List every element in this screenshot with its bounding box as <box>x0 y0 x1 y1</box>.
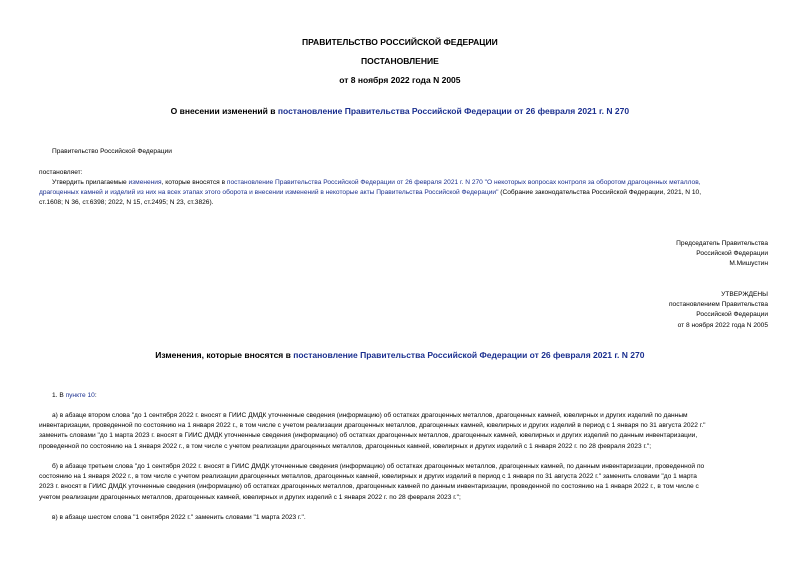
doc-date-number: от 8 ноября 2022 года N 2005 <box>339 75 461 85</box>
item-b-line3: 2023 г. вносят в ГИИС ДМДК уточненные сведения (информацию) об остатках драгоценных металлов, драгоценных камней по данным инвентаризации, проведенной по состоянию на 1 января 2022 г., в том числе с <box>39 483 699 491</box>
item-a-line2: инвентаризации, проведенной по состоянию на 1 января 2022 г., в том числе с учетом реализации драгоценных металлов, драгоценных камней, ювелирных и других изделий в период с 1 января по 31 августа 2022 г." <box>39 422 706 430</box>
approved-country: Российской Федерации <box>696 311 768 319</box>
title-prefix: О внесении изменений в <box>170 106 278 116</box>
item-a-line4: проведенной по состоянию на 1 января 2022 г., в том числе с учетом реализации драгоценных металлов, драгоценных камней, ювелирных и других изделий с 1 января 2022 г. по 28 февраля 2023 г."; <box>39 442 652 450</box>
org-heading: ПРАВИТЕЛЬСТВО РОССИЙСКОЙ ФЕДЕРАЦИИ <box>301 37 498 47</box>
document-title <box>0 106 800 116</box>
approved-block <box>669 290 768 331</box>
approved-label: УТВЕРЖДЕНЫ <box>721 291 768 298</box>
decrees-text: постановляет: <box>39 169 83 176</box>
para1-text-a: Утвердить прилагаемые <box>52 179 129 186</box>
doc-type-heading: ПОСТАНОВЛЕНИЕ <box>360 56 439 66</box>
signature-position: Председатель Правительства <box>676 240 768 247</box>
signature-name: М.Мишустин <box>729 260 768 268</box>
para1-text-c: (Собрание законодательства Российской Федерации, 2021, N 10, <box>498 189 702 197</box>
item1-suffix: : <box>94 392 97 399</box>
item-1 <box>52 391 97 401</box>
title-link[interactable]: постановление Правительства Российской Федерации от 26 февраля 2021 г. N 270 <box>277 106 630 116</box>
item-b <box>39 462 779 503</box>
para1-text-d: ст.1608; N 36, ст.6398; 2022, N 15, ст.2495; N 23, ст.3826). <box>39 199 214 207</box>
item1-prefix: 1. В <box>52 392 66 399</box>
signature-block <box>676 239 768 270</box>
item-b-line2: состоянию на 1 января 2022 г., в том числе с учетом реализации драгоценных металлов, драгоценных камней, ювелирных и других изделий в период с 1 января по 31 августа 2022 г." заменить словами "до 1 марта <box>39 473 697 481</box>
link-point-10[interactable]: пункте 10 <box>65 392 95 399</box>
changes-subtitle <box>0 350 800 360</box>
paragraph-main <box>39 178 772 209</box>
item-b-line4: учетом реализации драгоценных металлов, драгоценных камней, ювелирных и других изделий с 1 января 2022 г. по 28 февраля 2023 г."; <box>39 493 461 501</box>
link-decree-270-cont[interactable]: драгоценных камней и изделий из них на всех этапах этого оборота и внесении изменений в некоторые акты Правительства Российской Федерации" <box>39 189 499 197</box>
item-a <box>39 411 779 452</box>
signature-country: Российской Федерации <box>696 250 768 258</box>
subtitle-link[interactable]: постановление Правительства Российской Федерации от 26 февраля 2021 г. N 270 <box>293 350 645 360</box>
item-c: в) в абзаце шестом слова "1 сентября 2022 г." заменить словами "1 марта 2023 г.". <box>52 514 306 521</box>
issuer-text: Правительство Российской Федерации <box>52 148 172 155</box>
item-a-line1: а) в абзаце втором слова "до 1 сентября 2022 г. вносят в ГИИС ДМДК уточненные сведения (информацию) об остатках драгоценных металлов, драгоценных камней, ювелирных и других изделий по данным <box>52 412 688 419</box>
link-changes[interactable]: изменения <box>128 179 162 186</box>
subtitle-prefix: Изменения, которые вносятся в <box>155 350 294 360</box>
item-a-line3: заменить словами "до 1 марта 2023 г. вносят в ГИИС ДМДК уточненные сведения (информацию) об остатках драгоценных металлов, драгоценных камней, ювелирных и других изделий по данным инвентаризации, <box>39 432 698 440</box>
item-b-line1: б) в абзаце третьем слова "до 1 сентября 2022 г. вносят в ГИИС ДМДК уточненные сведения (информацию) об остатках драгоценных металлов, драгоценных камней, по данным инвентаризации, проведенной по <box>52 463 705 470</box>
approved-by: постановлением Правительства <box>668 301 768 309</box>
approved-date: от 8 ноября 2022 года N 2005 <box>677 321 768 329</box>
link-decree-270[interactable]: постановление Правительства Российской Федерации от 26 февраля 2021 г. N 270 "О некоторых вопросах контроля за оборотом драгоценных металлов, <box>226 179 701 186</box>
para1-text-b: , которые вносятся в <box>161 179 227 186</box>
